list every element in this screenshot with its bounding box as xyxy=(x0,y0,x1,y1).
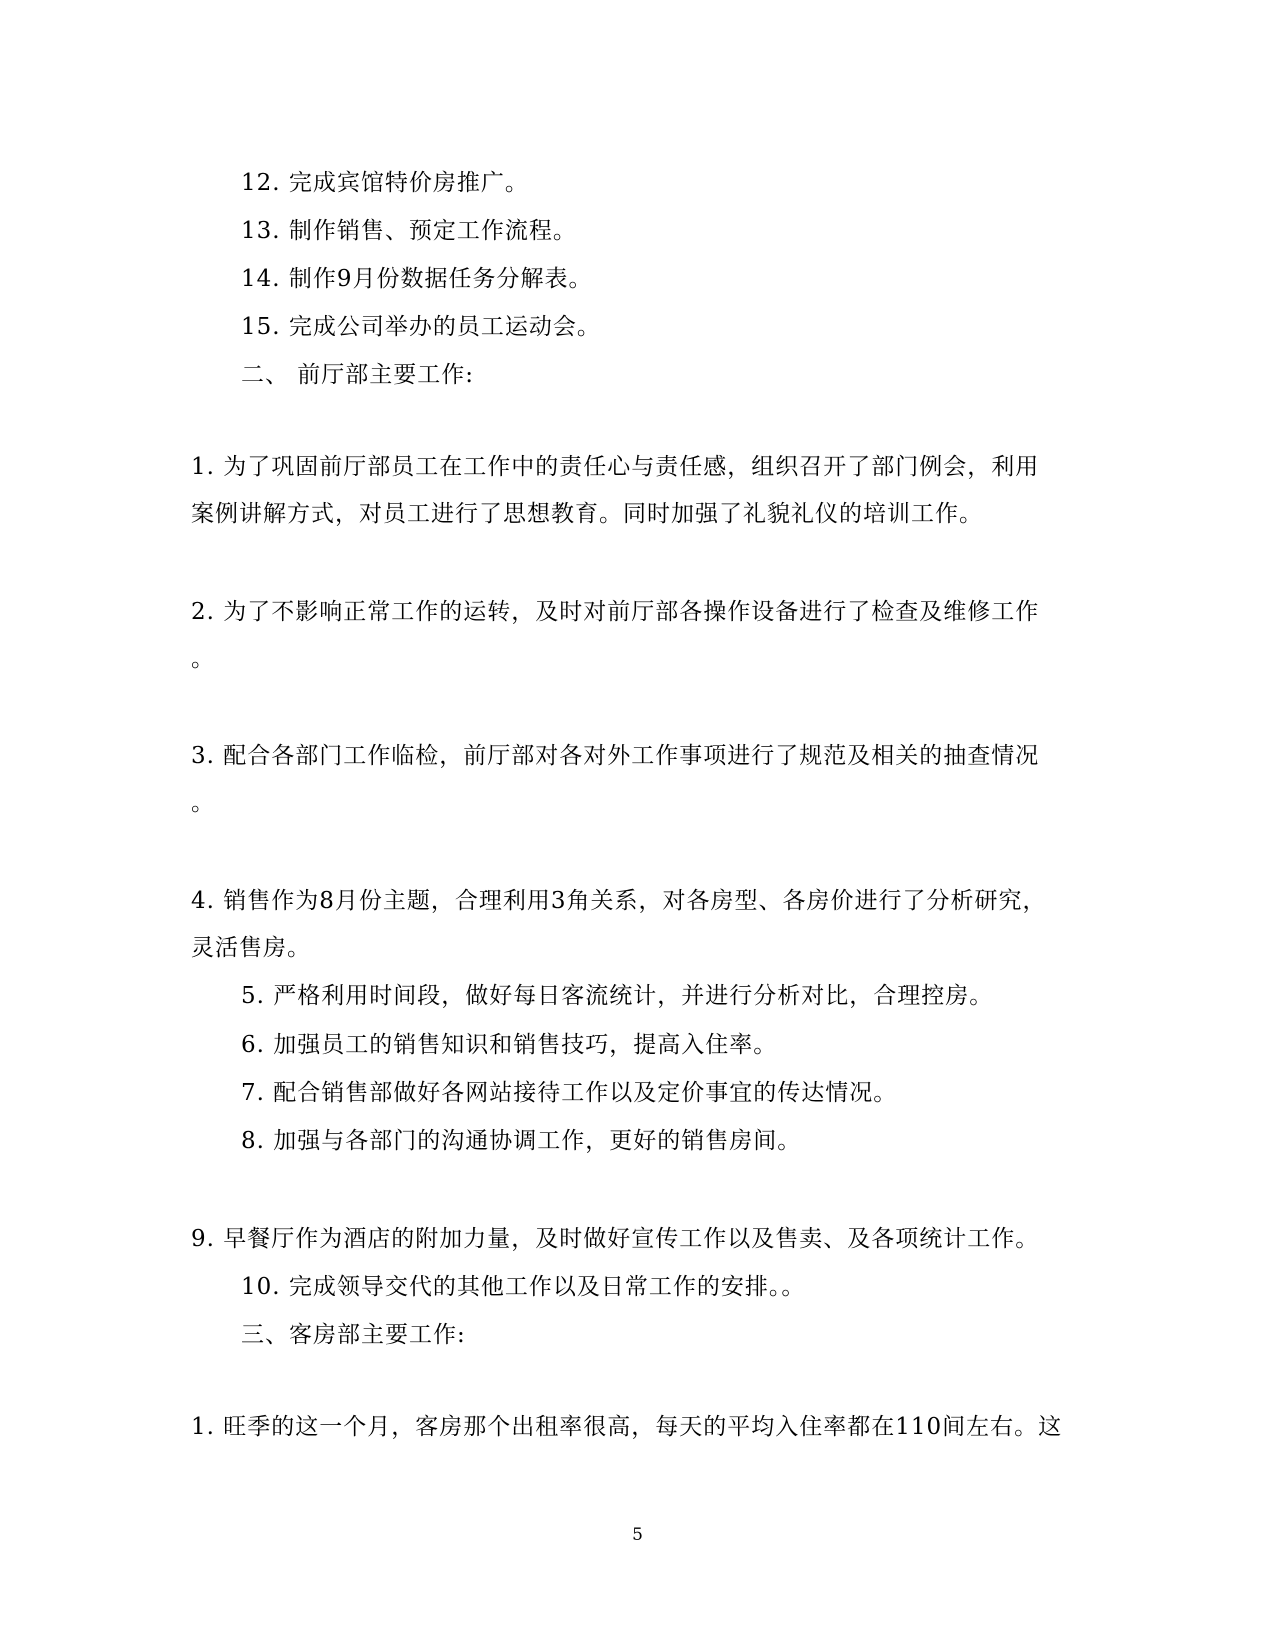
list-item-7: 7. 配合销售部做好各网站接待工作以及定价事宜的传达情况。 xyxy=(241,1080,898,1106)
list-item-6: 6. 加强员工的销售知识和销售技巧，提高入住率。 xyxy=(241,1032,778,1058)
list-item-8: 8. 加强与各部门的沟通协调工作，更好的销售房间。 xyxy=(241,1128,802,1154)
paragraph-line: 1. 为了巩固前厅部员工在工作中的责任心与责任感，组织召开了部门例会，利用 xyxy=(191,454,1040,480)
paragraph-line: 案例讲解方式，对员工进行了思想教育。同时加强了礼貌礼仪的培训工作。 xyxy=(191,501,983,527)
list-item-10: 10. 完成领导交代的其他工作以及日常工作的安排。。 xyxy=(241,1274,806,1300)
list-item-5: 5. 严格利用时间段，做好每日客流统计，并进行分析对比，合理控房。 xyxy=(241,983,994,1009)
paragraph-line: 2. 为了不影响正常工作的运转，及时对前厅部各操作设备进行了检查及维修工作 xyxy=(191,599,1040,625)
paragraph-line: 。 xyxy=(191,790,215,816)
list-item-14: 14. 制作9月份数据任务分解表。 xyxy=(241,266,593,292)
paragraph-line: 9. 早餐厅作为酒店的附加力量，及时做好宣传工作以及售卖、及各项统计工作。 xyxy=(191,1226,1040,1252)
paragraph-line: 4. 销售作为8月份主题，合理利用3角关系，对各房型、各房价进行了分析研究， xyxy=(191,888,1047,914)
paragraph-line: 1. 旺季的这一个月，客房那个出租率很高，每天的平均入住率都在110间左右。这 xyxy=(191,1414,1063,1440)
section-heading-housekeeping: 三、客房部主要工作: xyxy=(241,1322,466,1348)
list-item-13: 13. 制作销售、预定工作流程。 xyxy=(241,218,577,244)
paragraph-line: 3. 配合各部门工作临检，前厅部对各对外工作事项进行了规范及相关的抽查情况 xyxy=(191,743,1040,769)
list-item-12: 12. 完成宾馆特价房推广。 xyxy=(241,170,529,196)
page-number: 5 xyxy=(632,1525,643,1545)
section-heading-front-desk: 二、 前厅部主要工作: xyxy=(241,362,475,388)
list-item-15: 15. 完成公司举办的员工运动会。 xyxy=(241,314,601,340)
paragraph-line: 灵活售房。 xyxy=(191,935,311,961)
paragraph-line: 。 xyxy=(191,646,215,672)
